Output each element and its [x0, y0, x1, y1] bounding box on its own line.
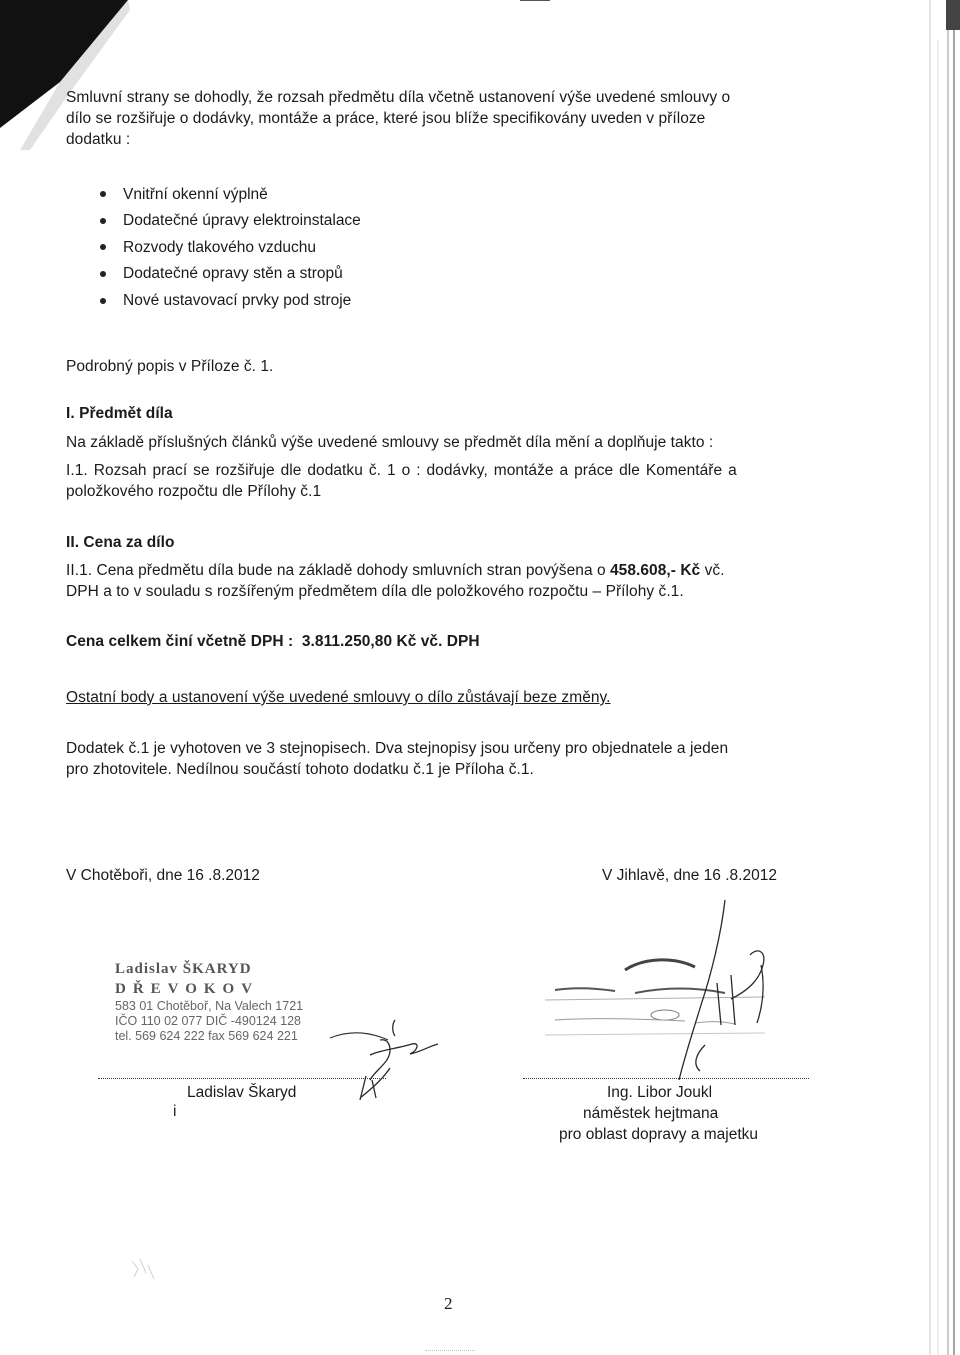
intro-line-1: Smluvní strany se dohodly, že rozsah předmětu díla včetně ustanovení výše uvedené smlouvy o — [66, 89, 731, 106]
section-1-heading: I. Předmět díla — [66, 405, 173, 422]
scan-mark — [520, 0, 550, 1]
scan-smudge — [128, 1255, 158, 1285]
page-number: 2 — [444, 1294, 453, 1313]
signatory-left-name: Ladislav Škaryd — [187, 1084, 297, 1101]
other-terms: Ostatní body a ustanovení výše uvedené smlouvy o dílo zůstávají beze změny. — [66, 689, 611, 706]
stamp-firm: DŘEVOKOV — [115, 980, 260, 997]
signatory-right-name: Ing. Libor Joukl — [607, 1084, 713, 1101]
stamp-ids: IČO 110 02 077 DIČ -490124 128 — [115, 1013, 302, 1028]
scope-list — [66, 181, 361, 314]
regional-stamp — [535, 895, 795, 1085]
section-1-line-2: I.1. Rozsah prací se rozšiřuje dle dodatku č. 1 o : dodávky, montáže a práce dle Komentáře a — [66, 462, 737, 479]
detail-reference: Podrobný popis v Příloze č. 1. — [66, 358, 274, 375]
place-date-left: V Chotěboři, dne 16 .8.2012 — [66, 867, 260, 884]
list-item: Dodatečné opravy stěn a stropů — [66, 261, 361, 288]
scan-footer-mark — [425, 1350, 475, 1351]
copies-line-1: Dodatek č.1 je vyhotoven ve 3 stejnopisech. Dva stejnopisy jsou určeny pro objednatele a jeden — [66, 740, 729, 757]
place-date-right: V Jihlavě, dne 16 .8.2012 — [602, 867, 777, 884]
section-1-line-1: Na základě příslušných článků výše uvedené smlouvy se předmět díla mění a doplňuje takto : — [66, 434, 714, 451]
signatory-right-title: náměstek hejtmana — [583, 1105, 719, 1122]
bullet-icon — [100, 271, 106, 277]
list-item: Dodatečné úpravy elektroinstalace — [66, 208, 361, 235]
list-item: Rozvody tlakového vzduchu — [66, 234, 361, 261]
section-2-line-2: DPH a to v souladu s rozšířeným předmětem díla dle položkového rozpočtu – Přílohy č.1. — [66, 583, 684, 600]
section-2-line-1: II.1. Cena předmětu díla bude na základě dohody smluvních stran povýšena o 458.608,- Kč vč. — [66, 562, 725, 579]
price-increase: 458.608,- Kč — [610, 562, 701, 579]
bullet-icon — [100, 191, 106, 197]
scan-right-edge — [924, 0, 960, 1355]
signature-line-right — [523, 1078, 809, 1079]
intro-line-2: dílo se rozšiřuje o dodávky, montáže a práce, které jsou blíže specifikovány uveden v příloze — [66, 110, 706, 127]
intro-line-3: dodatku : — [66, 131, 131, 148]
stamp-address: 583 01 Chotěboř, Na Valech 1721 — [115, 998, 304, 1013]
signature-left — [300, 1010, 450, 1110]
total-amount: 3.811.250,80 Kč vč. DPH — [301, 633, 480, 650]
signatory-right-role: pro oblast dopravy a majetku — [559, 1126, 759, 1143]
bullet-icon — [100, 244, 106, 250]
total-price: Cena celkem činí včetně DPH : 3.811.250,80 Kč vč. DPH — [66, 633, 480, 650]
bullet-icon — [100, 298, 106, 304]
stamp-phone: tel. 569 624 222 fax 569 624 221 — [115, 1028, 298, 1043]
section-2-heading: II. Cena za dílo — [66, 534, 175, 551]
signatory-left-mark: i — [173, 1103, 177, 1120]
list-item: Vnitřní okenní výplně — [66, 181, 361, 208]
list-item: Nové ustavovací prvky pod stroje — [66, 287, 361, 314]
section-1-line-3: položkového rozpočtu dle Přílohy č.1 — [66, 483, 322, 500]
bullet-icon — [100, 218, 106, 224]
signature-line-left — [98, 1078, 386, 1079]
copies-line-2: pro zhotovitele. Nedílnou součástí tohoto dodatku č.1 je Příloha č.1. — [66, 761, 534, 778]
stamp-name: Ladislav ŠKARYD — [115, 961, 252, 977]
